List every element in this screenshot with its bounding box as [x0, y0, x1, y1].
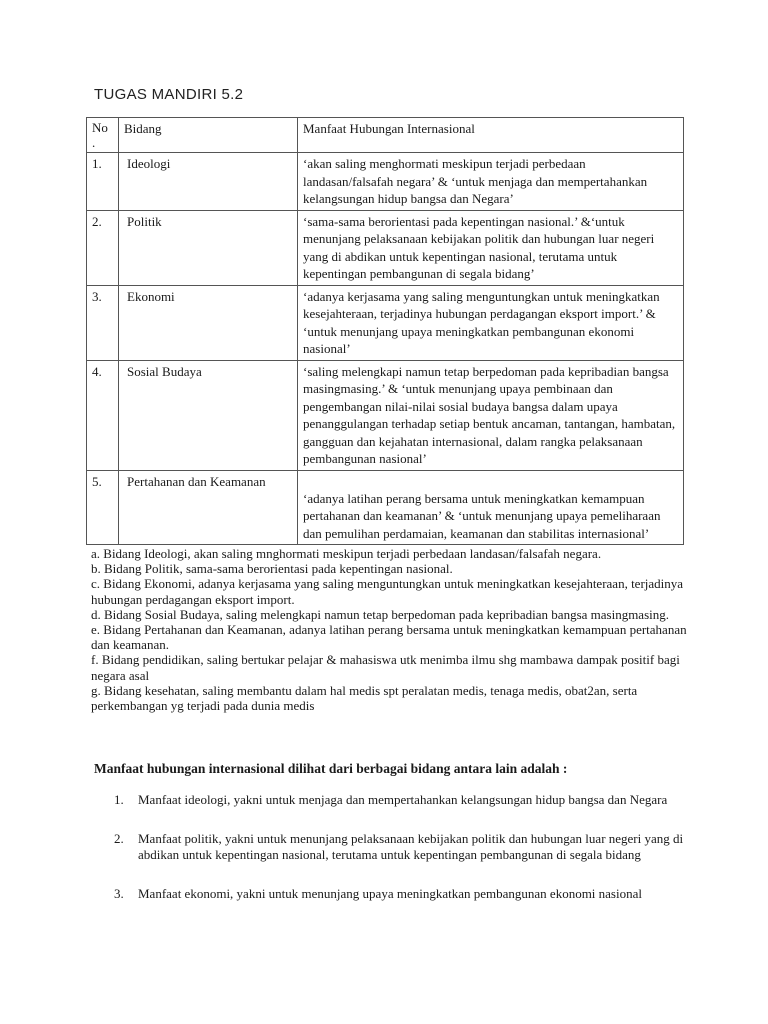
list-text: Manfaat politik, yakni untuk menunjang pelaksanaan kebijakan politik dan hubungan luar negeri yang di abdikan untuk kepentingan nasional, terutama untuk kepentingan pembangunan di segala bidang	[138, 831, 684, 862]
note-item: a. Bidang Ideologi, akan saling mnghormati meskipun terjadi perbedaan landasan/falsafah negara.	[91, 546, 602, 561]
table-row	[87, 360, 684, 470]
table-row	[87, 210, 684, 285]
row-manfaat: ‘akan saling menghormati meskipun terjadi perbedaan landasan/falsafah negara’ & ‘untuk menjaga dan mempertahankan kelangsungan hidup bangsa dan Negara’	[298, 153, 684, 211]
benefits-table	[86, 117, 684, 545]
row-no: 1.	[87, 153, 119, 211]
table-row	[87, 285, 684, 360]
list-item	[100, 792, 690, 808]
row-manfaat: ‘saling melengkapi namun tetap berpedoman pada kepribadian bangsa masingmasing.’ & ‘untuk menunjang upaya pembinaan dan pengembangan nilai-nilai sosial budaya bangsa dalam upaya penanggulangan terhadap setiap bentuk ancaman, tantangan, hambatan, gangguan dan kejahatan internasional, dalam rangka pelaksanaan pembangunan nasional’	[298, 360, 684, 470]
list-item	[100, 831, 690, 863]
row-no: 4.	[87, 360, 119, 470]
row-bidang: Pertahanan dan Keamanan	[119, 470, 298, 545]
note-item: e. Bidang Pertahanan dan Keamanan, adanya latihan perang bersama untuk meningkatkan kemampuan pertahanan dan keamanan.	[91, 622, 687, 653]
header-no: No .	[87, 118, 119, 153]
section-title: Manfaat hubungan internasional dilihat dari berbagai bidang antara lain adalah :	[94, 761, 568, 776]
row-bidang: Politik	[119, 210, 298, 285]
table-header-row	[87, 118, 684, 153]
row-manfaat: ‘adanya kerjasama yang saling menguntungkan untuk meningkatkan kesejahteraan, terjadinya hubungan perdagangan eksport import.’ & ‘untuk menunjang upaya meningkatkan pembangunan ekonomi nasional’	[298, 285, 684, 360]
notes-list	[91, 546, 691, 713]
list-item	[100, 886, 690, 902]
list-number: 2.	[114, 831, 124, 846]
list-text: Manfaat ideologi, yakni untuk menjaga dan mempertahankan kelangsungan hidup bangsa dan Negara	[138, 792, 668, 807]
row-manfaat: ‘adanya latihan perang bersama untuk meningkatkan kemampuan pertahanan dan keamanan’ & ‘untuk menunjang upaya pemeliharaan dan pemulihan perdamaian, keamanan dan stabilitas internasional’	[303, 490, 661, 541]
cell-spacer	[303, 473, 678, 490]
row-no: 2.	[87, 210, 119, 285]
note-item: g. Bidang kesehatan, saling membantu dalam hal medis spt peralatan medis, tenaga medis, obat2an, serta perkembangan yg terjadi pada dunia medis	[91, 682, 638, 714]
row-bidang: Ekonomi	[119, 285, 298, 360]
row-no: 5.	[87, 470, 119, 545]
benefits-list	[100, 792, 690, 925]
row-no: 3.	[87, 285, 119, 360]
row-bidang: Ideologi	[119, 153, 298, 211]
note-item: f. Bidang pendidikan, saling bertukar pelajar & mahasiswa utk menimba ilmu shg mambawa dampak positif bagi negara asal	[91, 652, 680, 683]
note-item: b. Bidang Politik, sama-sama berorientasi pada kepentingan nasional.	[91, 561, 453, 577]
table-row	[87, 153, 684, 211]
row-manfaat-cell	[298, 470, 684, 545]
header-manfaat: Manfaat Hubungan Internasional	[298, 118, 684, 153]
page-title: TUGAS MANDIRI 5.2	[94, 86, 244, 103]
header-bidang: Bidang	[119, 118, 298, 153]
table-row	[87, 470, 684, 545]
note-item: c. Bidang Ekonomi, adanya kerjasama yang saling menguntungkan untuk meningkatkan kesejahteraan, terjadinya hubungan perdagangan eksport import.	[91, 576, 684, 607]
list-text: Manfaat ekonomi, yakni untuk menunjang upaya meningkatkan pembangunan ekonomi nasional	[138, 886, 642, 901]
list-number: 3.	[114, 886, 124, 901]
note-item: d. Bidang Sosial Budaya, saling melengkapi namun tetap berpedoman pada kepribadian bangsa masingmasing.	[91, 606, 669, 622]
row-manfaat: ‘sama-sama berorientasi pada kepentingan nasional.’ &‘untuk menunjang pelaksanaan kebijakan politik dan hubungan luar negeri yang di abdikan untuk kepentingan nasional, terutama untuk kepentingan pembangunan di segala bidang’	[298, 210, 684, 285]
list-number: 1.	[114, 792, 124, 807]
row-bidang: Sosial Budaya	[119, 360, 298, 470]
